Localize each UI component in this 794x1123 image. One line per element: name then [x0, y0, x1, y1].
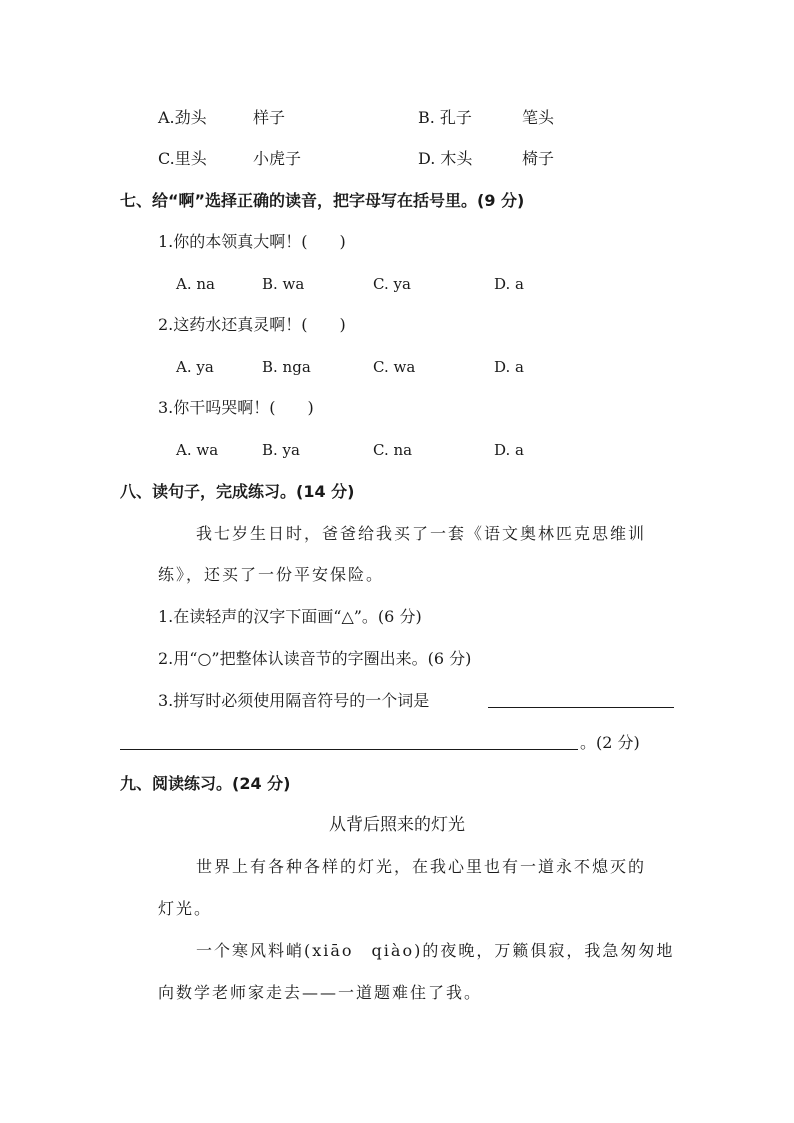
option-b-word2: 笔头: [522, 108, 555, 127]
q7-item-3: 3.你干吗哭啊！( ): [158, 398, 314, 417]
q8-passage-line-1: 我七岁生日时，爸爸给我买了一套《语文奥林匹克思维训: [196, 524, 647, 543]
q8-sub-3-score: 。(2 分): [580, 733, 640, 752]
q7-item-3-option-b: B. ya: [262, 441, 300, 459]
answer-blank-1[interactable]: [488, 693, 674, 708]
q7-item-2-option-a: A. ya: [176, 358, 214, 376]
q8-sub-1: 1.在读轻声的汉字下面画“△”。(6 分): [158, 607, 422, 626]
option-d: D. 木头: [418, 149, 473, 168]
reading-title: 从背后照来的灯光: [329, 815, 465, 835]
option-b: B. 孔子: [418, 108, 472, 127]
reading-p1-line-2: 灯光。: [158, 899, 213, 918]
q9-heading: 九、阅读练习。(24 分): [120, 774, 291, 793]
q7-item-1-option-c: C. ya: [373, 275, 411, 293]
answer-blank-2[interactable]: [120, 735, 578, 750]
option-c-word2: 小虎子: [253, 149, 302, 168]
q8-sub-2: 2.用“○”把整体认读音节的字圈出来。(6 分): [158, 649, 472, 668]
q7-item-1-option-b: B. wa: [262, 275, 305, 293]
option-c: C.里头: [158, 149, 207, 168]
q8-sub-3: [158, 690, 429, 712]
q7-item-3-option-c: C. na: [373, 441, 413, 459]
q8-passage-line-2: 练》，还买了一份平安保险。: [158, 565, 385, 584]
q8-sub-3-text: 3.拼写时必须使用隔音符号的一个词是: [158, 691, 430, 710]
q7-heading: 七、给“啊”选择正确的读音，把字母写在括号里。(9 分): [120, 191, 525, 210]
reading-p1-line-1: 世界上有各种各样的灯光，在我心里也有一道永不熄灭的: [196, 857, 647, 876]
q7-item-2-option-b: B. nga: [262, 358, 311, 376]
q7-item-1-option-a: A. na: [176, 275, 215, 293]
option-d-word2: 椅子: [522, 149, 555, 168]
q7-item-2-option-c: C. wa: [373, 358, 416, 376]
q7-item-2: 2.这药水还真灵啊！( ): [158, 315, 346, 334]
q7-item-3-option-a: A. wa: [176, 441, 219, 459]
q8-heading: 八、读句子，完成练习。(14 分): [120, 482, 355, 501]
q7-item-1: 1.你的本领真大啊！( ): [158, 232, 346, 251]
q7-item-3-option-d: D. a: [494, 441, 524, 459]
q7-item-2-option-d: D. a: [494, 358, 524, 376]
reading-p2-line-1: 一个寒风料峭(xiāo qiào)的夜晚，万籁俱寂，我急匆匆地: [196, 941, 675, 960]
q7-item-1-option-d: D. a: [494, 275, 524, 293]
option-a: A.劲头: [158, 108, 207, 127]
reading-p2-line-2: 向数学老师家走去——一道题难住了我。: [158, 983, 483, 1002]
option-a-word2: 样子: [253, 108, 286, 127]
